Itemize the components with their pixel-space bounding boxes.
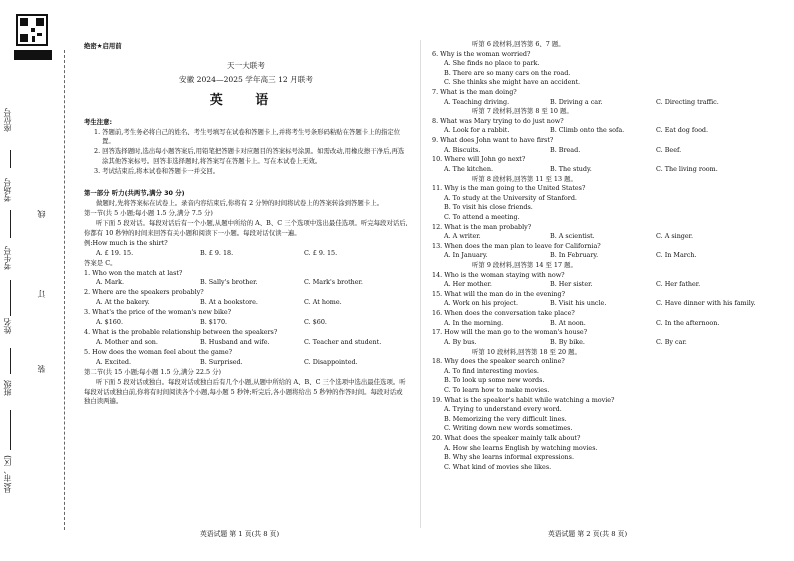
option: C. What kind of movies she likes. xyxy=(444,462,552,471)
question: 8. What was Mary trying to do just now? xyxy=(432,116,564,125)
binding-margin xyxy=(0,0,62,561)
example-question: 例:How much is the shirt? xyxy=(84,238,168,247)
option: A. To study at the University of Stanford. xyxy=(444,193,577,202)
option: B. Sally's brother. xyxy=(200,278,258,287)
material-heading: 听第 7 段材料,回答第 8 至 10 题。 xyxy=(472,107,573,116)
option: B. Husband and wife. xyxy=(200,337,270,346)
option: A. Work on his project. xyxy=(444,299,519,308)
options-row xyxy=(432,338,762,348)
notice-title: 考生注意: xyxy=(84,117,113,126)
option: B. By bike. xyxy=(550,337,585,346)
options-row xyxy=(432,251,762,261)
option: C. A singer. xyxy=(656,232,694,241)
options-row xyxy=(432,299,762,309)
option: B. $170. xyxy=(200,318,228,327)
question: 13. When does the man plan to leave for California? xyxy=(432,241,601,250)
county-field: 县(市、区) xyxy=(3,455,12,494)
option: B. Surprised. xyxy=(200,357,243,366)
option: A. To find interesting movies. xyxy=(444,366,539,375)
question: 18. Why does the speaker search online? xyxy=(432,357,565,366)
options-row xyxy=(432,194,762,223)
option: A. How she learns English by watching movies. xyxy=(444,443,598,452)
option: C. Eat dog food. xyxy=(656,126,709,135)
section2-title: 第二节(共 15 小题;每小题 1.5 分,满分 22.5 分) xyxy=(84,367,221,376)
option: A. In the morning. xyxy=(444,318,504,327)
question: 4. What is the probable relationship between the speakers? xyxy=(84,328,278,337)
page-footer-right: 英语试题 第 2 页(共 8 页) xyxy=(548,530,628,538)
question: 14. Who is the woman staying with now? xyxy=(432,270,565,279)
question: 9. What does John want to have first? xyxy=(432,136,554,145)
options-row xyxy=(84,318,408,328)
option: C. Directing traffic. xyxy=(656,97,719,106)
option: B. Bread. xyxy=(550,145,581,154)
option: A. Trying to understand every word. xyxy=(444,405,562,414)
option: C. £ 9. 15. xyxy=(304,248,338,257)
notice-item: 2. 回答选择题时,选出每小题答案后,用铅笔把答题卡对应题目的答案标号涂黑。如需改动,用橡皮擦干净后,再选涂其他答案标号。回答非选择题时,将答案写在答题卡上。写在本试卷上无效。 xyxy=(94,147,405,166)
options-row xyxy=(432,146,762,156)
column-divider xyxy=(420,40,421,528)
options-row xyxy=(432,405,762,434)
left-column xyxy=(84,42,408,522)
question: 20. What does the speaker mainly talk about? xyxy=(432,433,581,442)
options-row xyxy=(432,59,762,88)
question: 3. What's the price of the woman's new bike? xyxy=(84,308,232,317)
question: 19. What is the speaker's habit while watching a movie? xyxy=(432,395,615,404)
section1-title: 第一节(共 5 小题;每小题 1.5 分,满分 7.5 分) xyxy=(84,208,213,217)
options-row xyxy=(432,367,762,396)
option: C. In March. xyxy=(656,251,697,260)
option: B. There are so many cars on the road. xyxy=(444,68,571,77)
option: A. A writer. xyxy=(444,232,481,241)
option: A. £ 19. 15. xyxy=(96,248,134,257)
question: 17. How will the man go to the woman's house? xyxy=(432,328,588,337)
secret-label: 绝密★启用前 xyxy=(84,42,122,50)
option: C. Writing down new words sometimes. xyxy=(444,424,573,433)
option: A. Mark. xyxy=(96,278,124,287)
options-row xyxy=(432,98,762,108)
exam-room-field: 考场号 xyxy=(3,178,12,202)
option: C. $60. xyxy=(304,318,327,327)
bind-char-bind: 装 xyxy=(37,365,46,373)
option: A. Teaching driving. xyxy=(444,97,510,106)
example-options xyxy=(84,249,408,259)
option: B. A scientist. xyxy=(550,232,595,241)
candidate-number-field: 考生号 xyxy=(3,246,12,270)
seat-number-field: 座位号 xyxy=(3,108,12,132)
option: B. At a bookstore. xyxy=(200,298,258,307)
option: C. Her father. xyxy=(656,280,701,289)
option: B. Visit his uncle. xyxy=(550,299,607,308)
part1-title: 第一部分 听力(共两节,满分 30 分) xyxy=(84,189,185,198)
option: B. To look up some new words. xyxy=(444,376,545,385)
question: 6. Why is the woman worried? xyxy=(432,49,531,58)
question: 2. Where are the speakers probably? xyxy=(84,288,204,297)
option: C. The living room. xyxy=(656,164,718,173)
section2-intro: 听下面 5 段对话或独白。每段对话或独白后有几个小题,从题中所给的 A、B、C 三个选项中选出最佳选项。听每段对话或独白前,你将有时间阅读各个小题,每小题 5 秒钟;听完后,各小题将给出 5 秒钟的作答时间。每段对话或独白读两遍。 xyxy=(84,377,406,406)
class-field: 班级 xyxy=(3,380,12,396)
options-row xyxy=(432,444,762,473)
question: 12. What is the man probably? xyxy=(432,222,532,231)
option: A. Her mother. xyxy=(444,280,492,289)
cut-line xyxy=(64,50,65,530)
option: A. The kitchen. xyxy=(444,164,493,173)
page-footer-left: 英语试题 第 1 页(共 8 页) xyxy=(200,530,280,538)
notice-block xyxy=(84,118,408,178)
option: A. Mother and son. xyxy=(96,337,158,346)
question: 1. Who won the match at last? xyxy=(84,268,183,277)
options-row xyxy=(432,126,762,136)
bind-char-line: 线 xyxy=(37,210,46,218)
question: 7. What is the man doing? xyxy=(432,88,517,97)
options-row xyxy=(84,338,408,348)
question: 15. What will the man do in the evening? xyxy=(432,289,566,298)
options-row xyxy=(432,165,762,175)
material-heading: 听第 9 段材料,回答第 14 至 17 题。 xyxy=(472,261,577,270)
notice-item: 3. 考试结束后,将本试卷和答题卡一并交回。 xyxy=(94,167,220,176)
option: C. Beef. xyxy=(656,145,682,154)
name-field: 姓名 xyxy=(3,318,12,334)
notice-item: 1. 答题前,考生务必将自己的姓名、考生号填写在试卷和答题卡上,并将考生号条形码粘贴在答题卡上的指定位置。 xyxy=(94,127,401,146)
option: C. To attend a meeting. xyxy=(444,212,520,221)
part1-intro: 做题时,先将答案标在试卷上。录音内容结束后,你将有 2 分钟的时间将试卷上的答案转涂到答题卡上。 xyxy=(96,199,383,208)
options-row xyxy=(84,358,408,368)
option: C. By car. xyxy=(656,337,687,346)
option: B. Driving a car. xyxy=(550,97,603,106)
material-heading: 听第 6 段材料,回答第 6、7 题。 xyxy=(472,40,565,48)
option: B. To visit his close friends. xyxy=(444,203,533,212)
option: C. Mark's brother. xyxy=(304,278,363,287)
right-column xyxy=(432,40,762,522)
option: B. Her sister. xyxy=(550,280,593,289)
exam-title: 天一大联考 xyxy=(227,60,265,70)
option: A. She finds no place to park. xyxy=(444,59,540,68)
option: A. Look for a rabbit. xyxy=(444,126,510,135)
option: C. Disappointed. xyxy=(304,357,358,366)
options-row xyxy=(432,280,762,290)
option: C. Teacher and student. xyxy=(304,337,382,346)
option: B. Climb onto the sofa. xyxy=(550,126,625,135)
barcode-stripe xyxy=(14,50,52,60)
section1-intro: 听下面 5 段对话。每段对话后有一个小题,从题中所给的 A、B、C 三个选项中选出最佳选项。听完每段对话后,你都有 10 秒钟的时间来回答有关小题和阅读下一小题。每段对话仅读一遍。 xyxy=(84,218,408,237)
question: 11. Why is the man going to the United States? xyxy=(432,184,586,193)
option: A. By bus. xyxy=(444,337,477,346)
question: 10. Where will John go next? xyxy=(432,155,526,164)
question: 5. How does the woman feel about the game? xyxy=(84,347,233,356)
option: A. At the bakery. xyxy=(96,298,150,307)
question: 16. When does the conversation take place? xyxy=(432,309,575,318)
option: C. She thinks she might have an accident. xyxy=(444,78,581,87)
material-heading: 听第 10 段材料,回答第 18 至 20 题。 xyxy=(472,347,581,356)
exam-subtitle: 安徽 2024—2025 学年高三 12 月联考 xyxy=(179,74,313,84)
bind-char-staple: 订 xyxy=(37,290,46,298)
option: B. Why she learns informal expressions. xyxy=(444,453,574,462)
option: C. To learn how to make movies. xyxy=(444,385,550,394)
options-row xyxy=(432,232,762,242)
option: B. Memorizing the very difficult lines. xyxy=(444,414,567,423)
example-answer: 答案是 C。 xyxy=(84,258,117,267)
option: C. In the afternoon. xyxy=(656,318,720,327)
material-heading: 听第 8 段材料,回答第 11 至 13 题。 xyxy=(472,174,577,183)
options-row xyxy=(84,278,408,288)
option: B. In February. xyxy=(550,251,599,260)
option: C. At home. xyxy=(304,298,342,307)
qr-code-icon xyxy=(16,14,48,46)
option: B. £ 9. 18. xyxy=(200,248,234,257)
options-row xyxy=(432,319,762,329)
option: C. Have dinner with his family. xyxy=(656,299,756,308)
option: A. Biscuits. xyxy=(444,145,481,154)
option: B. At noon. xyxy=(550,318,586,327)
option: A. In January. xyxy=(444,251,488,260)
option: A. $160. xyxy=(96,318,123,327)
options-row xyxy=(84,298,408,308)
option: B. The study. xyxy=(550,164,592,173)
subject-title: 英 语 xyxy=(209,93,283,109)
option: A. Excited. xyxy=(96,357,132,366)
